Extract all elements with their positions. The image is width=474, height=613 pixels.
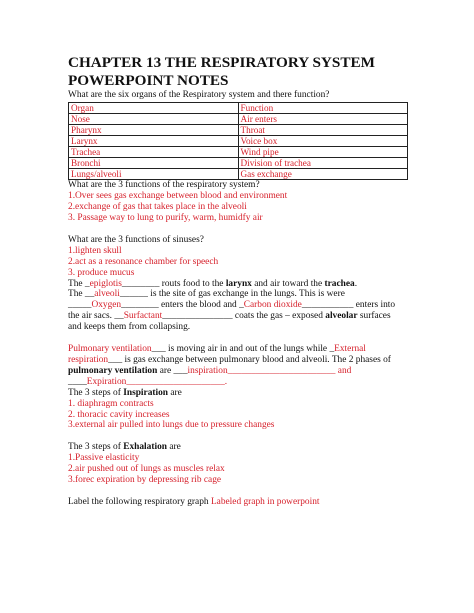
organ-cell: Pharynx [69,125,239,136]
resp-function-item: 2.exchange of gas that takes place in the alveoli [68,202,247,213]
surfactant-sentence: the air sacs. __Surfactant_______________ coats the gas – exposed alveolar surfaces [68,311,391,322]
epiglottis-sentence: The _epiglotis________ routs food to the larynx and air toward the trachea. [68,278,358,289]
organ-cell: Nose [69,114,239,125]
ventilation-line-2: respiration___ is gas exchange between pulmonary blood and alveoli. The 2 phases of [68,355,391,365]
ventilation-line-1: Pulmonary ventilation___ is moving air in and out of the lungs while _External [68,344,366,355]
table-header-row [69,103,408,114]
sinus-function-item: 2.act as a resonance chamber for speech [68,256,219,267]
organ-cell: Lungs/alveoli [69,169,239,180]
table-row [69,169,408,180]
function-cell: Air enters [238,114,408,125]
resp-function-item: 3. Passage way to lung to purify, warm, humidfy air [68,213,263,224]
table-row [69,125,408,136]
spacer [68,224,408,235]
sinus-function-item: 3. produce mucus [68,267,135,278]
inspiration-step: 2. thoracic cavity increases [68,409,170,420]
title-line-2: POWERPOINT NOTES [68,72,229,90]
title-line-1: CHAPTER 13 THE RESPIRATORY SYSTEM [68,54,375,71]
alveoli-sentence: The __alveoli______ is the site of gas exchange in the lungs. This is were [68,289,345,300]
spacer [68,431,408,442]
function-cell: Division of trachea [238,158,408,169]
sinus-function-item: 1.lighten skull [68,245,122,256]
exhalation-step: 2.air pushed out of lungs as muscles relax [68,464,225,475]
exhalation-step: 3.forec expiration by depressing rib cage [68,475,222,486]
exhalation-step: 1.Passive elasticity [68,453,140,464]
header-organ: Organ [69,103,239,114]
table-row [69,147,408,158]
question-resp-functions: What are the 3 functions of the respiratory system? [68,180,260,191]
inspiration-step: 1. diaphragm contracts [68,398,154,409]
spacer [68,333,408,344]
organ-cell: Bronchi [69,158,239,169]
ventilation-line-4: ____Expiration_____________________. [68,376,228,387]
gas-sentence: _____Oxygen________ enters the blood and _Carbon dioxide___________ enters into [68,300,396,311]
inspiration-heading: The 3 steps of Inspiration are [68,387,182,398]
organ-table [68,102,408,180]
worksheet-content [68,54,408,508]
resp-function-item: 1.Over sees gas exchange between blood and environment [68,191,288,202]
header-function: Function [238,103,408,114]
question-sinus: What are the 3 functions of sinuses? [68,234,204,245]
function-cell: Gas exchange [238,169,408,180]
collapse-sentence: and keeps them from collapsing. [68,322,191,333]
label-graph-line: Label the following respiratory graph Labeled graph in powerpoint [68,496,320,507]
table-row [69,158,408,169]
table-row [69,136,408,147]
exhalation-heading: The 3 steps of Exhalation are [68,442,181,453]
organ-cell: Trachea [69,147,239,158]
spacer [68,486,408,497]
ventilation-line-3: pulmonary ventilation are ___inspiration_______________________ and [68,365,352,376]
function-cell: Voice box [238,136,408,147]
function-cell: Wind pipe [238,147,408,158]
organ-cell: Larynx [69,136,239,147]
table-row [69,114,408,125]
question-organs: What are the six organs of the Respiratory system and there function? [68,90,330,101]
function-cell: Throat [238,125,408,136]
inspiration-step: 3.external air pulled into lungs due to pressure changes [68,420,275,431]
